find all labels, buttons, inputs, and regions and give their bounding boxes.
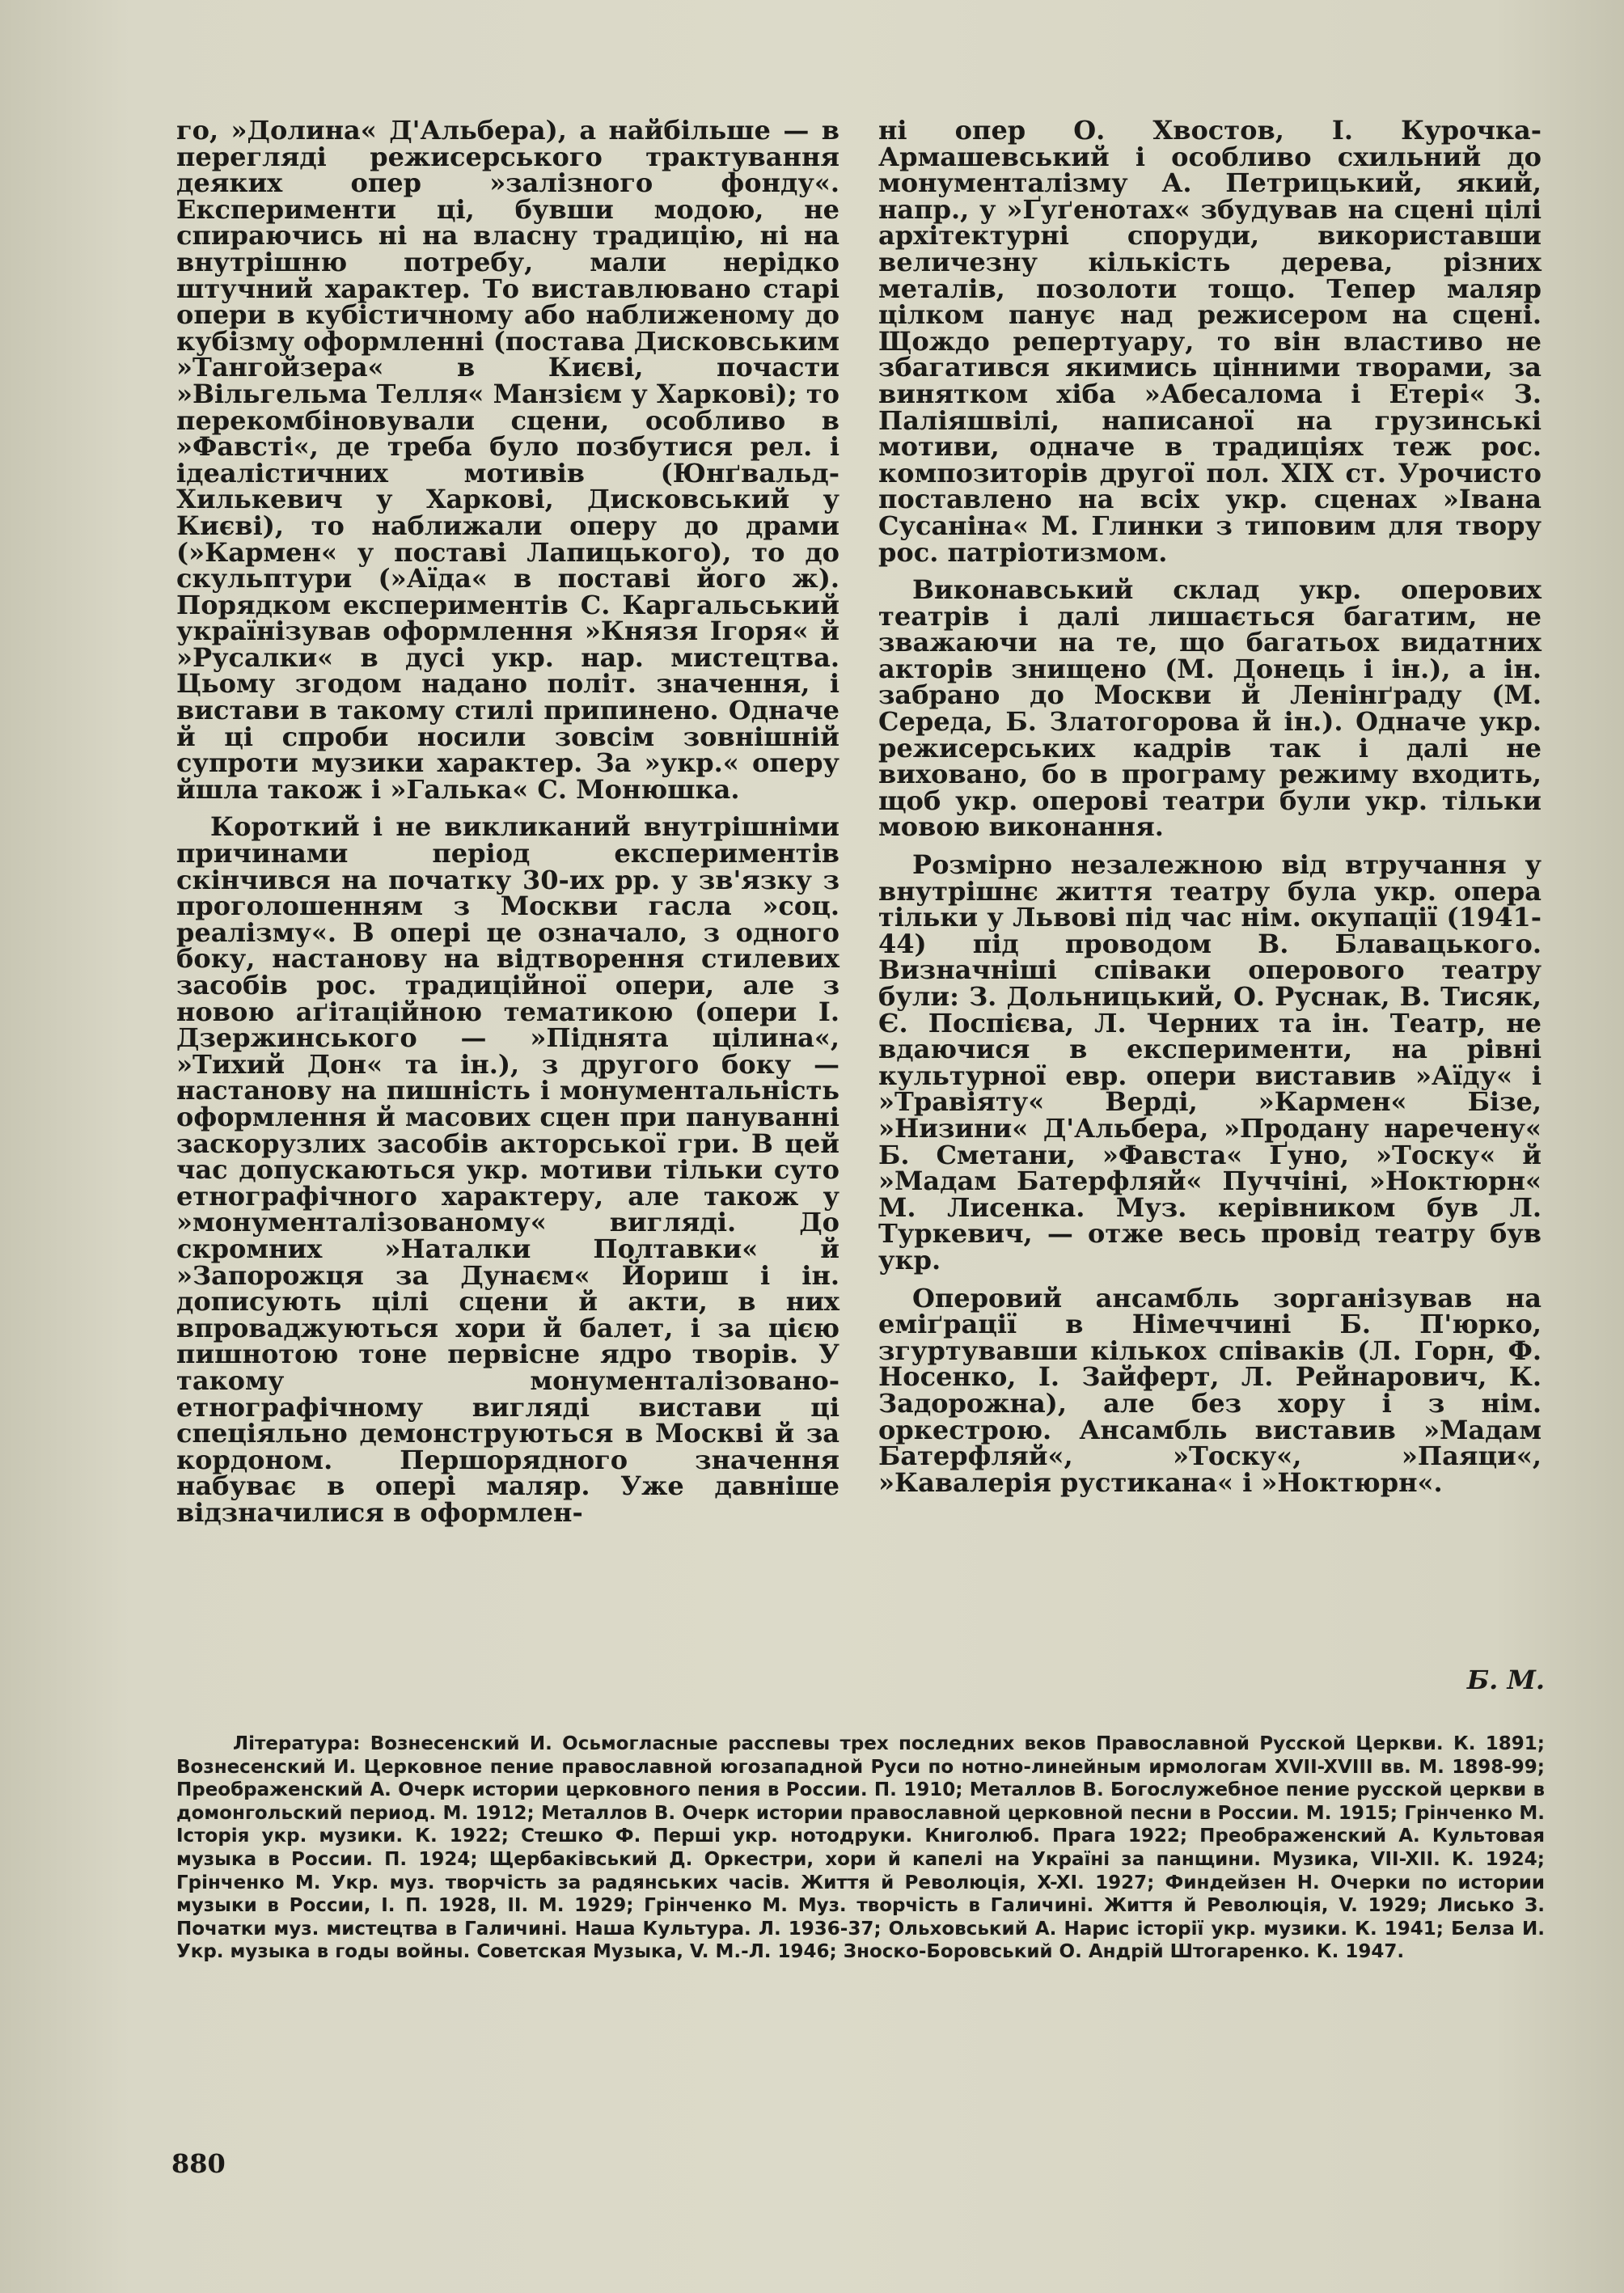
paragraph: го, »Долина« Д'Альбера), а найбільше — в перегляді режисерського трактування деяких опер »залізного фонду«. Експерименти ці, бувши модою, не спираючись ні на власну традицію, ні на внутрішню потребу, мали нерідко штучний характер. То виставлювано старі опери в кубістичному або наближеному до кубізму оформленні (постава Дисковським »Тангойзера« в Києві, почасти »Вільгельма Телля« Манзієм у Харкові); то перекомбіновували сцени, особливо в »Фавсті«, де треба було позбутися рел. і ідеалістичних мотивів (Юнґвальд-Хилькевич у Харкові, Дисковський у Києві), то наближали оперу до драми (»Кармен« у поставі Лапицького), то до скульптури (»Аїда« в поставі його ж). Порядком експериментів С. Каргальський українізував оформлення »Князя Ігоря« й »Русалки« в дусі укр. нар. мистецтва. Цьому згодом надано політ. значення, і вистави в такому стилі припинено. Одначе й ці спроби носили зовсім зовнішній супроти музики характер. За »укр.« оперу йшла також і »Галька« С. Монюшка. xyxy=(176,115,839,805)
paragraph: Короткий і не викликаний внутрішніми причинами період експериментів скінчився на початку 30-их рр. у зв'язку з проголошенням з Москви гасла »соц. реалізму«. В опері це означало, з одного боку, настанову на відтворення стилевих засобів рос. традиційної опери, але з новою аґітаційною тематикою (опери І. Дзержинського — »Піднята цілина«, »Тихий Дон« та ін.), з другого боку — настанову на пишність і монументальність оформлення й масових сцен при пануванні заскорузлих засобів акторської гри. В цей час допускаються укр. мотиви тільки суто етнографічного характеру, але також у »монументалізованому« вигляді. До скромних »Наталки Полтавки« й »Запорожця за Дунаєм« Йориш і ін. дописують цілі сцени й акти, в них впроваджуються хори й балет, і за цією пишнотою тоне первісне ядро творів. У такому монументалізовано-етнографічному вигляді вистави ці спеціяльно демонструються в Москві й за кордоном. Першорядного значення набуває в опері маляр. Уже давніше відзначилися в оформлен- xyxy=(176,811,839,1528)
literature-text: Вознесенский И. Осьмогласные расспевы трех последних веков Православной Русской Церкви. К. 1891; Вознесенский И. Церковное пение православной югозападной Руси по нотно-линейным ирмологам XVII-XVIII вв. М. 1898-99; Преображенский А. Очерк истории церковного пения в России. П. 1910; Металлов В. Богослужебное пение русской церкви в домонгольский период. М. 1912; Металлов В. Очерк истории православной церковной песни в России. М. 1915; Грінченко М. Історія укр. музики. К. 1922; Стешко Ф. Перші укр. нотодруки. Книголюб. Прага 1922; Преображенский А. Культовая музыка в России. П. 1924; Щербаківський Д. Оркестри, хори й капелі на Україні за панщини. Музика, VII-XII. К. 1924; Грінченко М. Укр. муз. творчість за радянських часів. Життя й Революція, X-XI. 1927; Финдейзен Н. Очерки по истории музыки в России, I. П. 1928, II. М. 1929; Грінченко М. Муз. творчість в Галичині. Життя й Революція, V. 1929; Лисько З. Початки муз. мистецтва в Галичині. Наша Культура. Л. 1936-37; Ольховський А. Нарис історії укр. музики. К. 1941; Белза И. Укр. музыка в годы войны. Советская Музыка, V. М.-Л. 1946; Зноско-Боровський О. Андрій Штогаренко. К. 1947. xyxy=(176,1733,1546,1963)
paragraph: Оперовий ансамбль зорганізував на еміґрації в Німеччині Б. П'юрко, згуртувавши кількох співаків (Л. Горн, Ф. Носенко, І. Зайферт, Л. Рейнарович, К. Задорожна), але без хору і з нім. оркестрою. Ансамбль виставив »Мадам Батерфляй«, »Тоску«, »Паяци«, »Кавалерія рустикана« і »Ноктюрн«. xyxy=(878,1282,1542,1498)
literature-label: Література: xyxy=(233,1733,370,1754)
paragraph: ні опер О. Хвостов, І. Курочка-Армашевський і особливо схильний до монументалізму А. Петрицький, який, напр., у »Ґуґенотах« збудував на сцені цілі архітектурні споруди, використавши величезну кількість дерева, різних металів, позолоти тощо. Тепер маляр цілком панує над режисером на сцені. Щождо репертуару, то він властиво не збагатився якимись цінними творами, за винятком хіба »Абесалома і Етері« З. Паліяшвілі, написаної на грузинські мотиви, одначе в традиціях теж рос. композиторів другої пол. XIX ст. Урочисто поставлено на всіх укр. сценах »Івана Сусаніна« М. Глинки з типовим для твору рос. патріотизмом. xyxy=(878,115,1542,568)
paragraph: Виконавський склад укр. оперових театрів і далі лишається багатим, не зважаючи на те, що багатьох видатних акторів знищено (М. Донець і ін.), а ін. забрано до Москви й Ленінґраду (М. Середа, Б. Златогорова й ін.). Одначе укр. режисерських кадрів так і далі не виховано, бо в програму режиму входить, щоб укр. оперові театри були укр. тільки мовою виконання. xyxy=(878,574,1542,843)
author-signature: Б. М. xyxy=(1466,1665,1545,1695)
paragraph: Розмірно незалежною від втручання у внутрішнє життя театру була укр. опера тільки у Львові під час нім. окупації (1941-44) під проводом В. Блавацького. Визначніші співаки оперового театру були: З. Дольницький, О. Руснак, В. Тисяк, Є. Поспієва, Л. Черних та ін. Театр, не вдаючися в експерименти, на рівні культурної евр. опери виставив »Аїду« і »Травіяту« Верді, »Кармен« Бізе, »Низини« Д'Альбера, »Продану наречену« Б. Сметани, »Фавста« Ґуно, »Тоску« й »Мадам Батерфляй« Пуччіні, »Ноктюрн« М. Лисенка. Муз. керівником був Л. Туркевич, — отже весь провід театру був укр. xyxy=(878,849,1542,1276)
right-column xyxy=(878,117,1542,1496)
page-number: 880 xyxy=(171,2148,226,2179)
left-column xyxy=(176,115,839,1528)
literature-section xyxy=(176,1732,1545,1964)
